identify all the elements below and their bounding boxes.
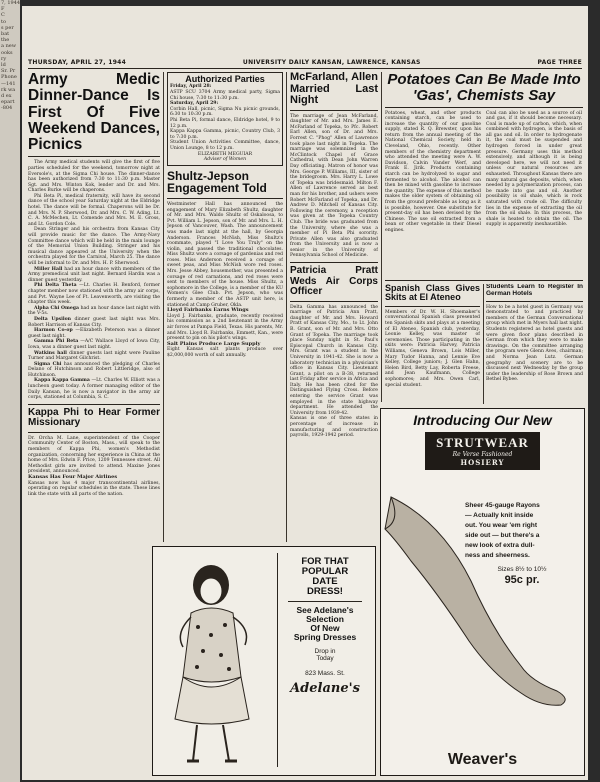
german-story [486, 284, 583, 404]
story6-body2: Coal can also be used as a source of oil and gas, if it should become necessary. Coal is made up of carbon, which, when combined with hydrogen, is the basis of all gas and oil. In order to hydrogenate it, the coal must be suspended and hydrogen forced in under great pressure. Germany uses this method extensively, and although it is being developed here, we will not need it unless our natural resources are exhausted. Throughout Kansas there are many natural gas deposits, which, when needed by a polymerization process, can be made into gas and oil. Another possibility is oil shale, which is rock saturated with crude oil. The difficulty lies in the expense of extracting the oil from the oil shale. In this process, the shale is heated to obtain the oil. The supply is apparently inexhaustible. [486, 110, 582, 228]
story2-body2: Kansas now has 4 major transcontinental airlines, operating on regular schedules in the state. These lines link the state with all parts of the nation. [28, 480, 160, 497]
adjacent-page-line: rk wa [1, 86, 16, 93]
parties-line: Friday, April 28: [170, 84, 212, 90]
adjacent-page-line: to [1, 18, 7, 25]
ad-hose-copy1: Sheer 45-gauge Rayons [465, 502, 540, 509]
society-item-title: Gamma Phi Beta [34, 339, 79, 345]
society-item-title: Kappa Kappa Gamma [34, 378, 90, 384]
ad-hose-price: 95c pr. [504, 574, 540, 586]
parties-line: ASTP SCU 3704 Army medical party, Sigma Chi house, 7:30 to 11:30 p.m. [170, 90, 280, 101]
adelanes-ad [152, 546, 376, 776]
ad-dress-line5: See Adelane's [296, 604, 354, 615]
masthead [28, 56, 582, 69]
story3-body: Westminster Hall has announced the engagement of Mary Elizabeth Shultz, daughter of Mr. and Mrs. Waldo Shultz of Oskaloosa, to Pvt. William L. Jepson, son of Mr. and Mrs. L. H. Jepson of Vancouver, Wash. The announcement was made last night at the hall, by Georgia Anderson. Frances McNish, Miss Shultz's roommate, played "I Love You Truly" on the violin, and passed the traditional chocolates. Miss Shultz wore a corsage of gardenias and red roses. Miss Anderson received a corsage of sweet peas, and Miss McNish wore red roses. Mrs. Jesse Abbey, housemother, was presented a corsage of red carnations, and red roses were sent to members of the house. Miss Shultz, a sophomore in the College, is a member of the KU Women's Glee Club. Pvt. Jepson, who was formerly a member of the ASTP unit here, is stationed at Camp Gruber, Okla. [167, 201, 283, 308]
adjacent-page-line: 7, 1944 [1, 0, 20, 6]
society-item [28, 306, 160, 317]
column-2 [167, 72, 283, 542]
adjacent-page-strip [0, 0, 20, 782]
woman-illustration [153, 547, 273, 775]
society-item-text: has announced the pledging of Charles Delano of Hutchinson and Robert Littleridge, also of Hutchinson. [28, 361, 160, 378]
story7-body: Members of Dr. W. H. Shoemaker's conversational Spanish class presented ten Spanish skits and plays at a meeting of El Ateneo, Spanish club, yesterday. Leonie Kelley, was master of ceremonies. Those participating in the skits were: Patricia Harvey, Patricia Williams, Geneva Brown, Lois Miller, Mary Tudor Hanna, and Lennie Eve Kelley, College juniors; J. Glen Hahn, Helen Bird, Betty Lay, Roberta Freese, and Jean Kaufmann, College sophomores; and Mrs. Owen Carl, special student. [385, 309, 480, 388]
parties-lines [170, 84, 280, 151]
strutwear-ad [380, 408, 585, 776]
adjacent-page-line: F [1, 6, 5, 13]
society-item [28, 283, 160, 305]
headline-mcfarland-allen: McFarland, Allen Married Last Night [290, 72, 378, 107]
ad-dress-address: 823 Mass. St. [305, 669, 345, 677]
society-item [28, 317, 160, 328]
column-3 [290, 72, 378, 542]
ad-dress-line10: Today [316, 654, 334, 662]
society-item-text: had an hour dance with members of the Army premedical unit last night. Bernard Hardin was a dinner guest yesterday. [28, 266, 160, 283]
parties-line: Saturday, April 29: [170, 101, 219, 107]
society-item-text: —A/C Wallace Lloyd of Iowa City, Iowa, was a dinner guest last night. [28, 339, 160, 350]
ad-hose-copy2: — Actually knit inside [465, 512, 534, 519]
ad-hose-tag: Re Verse Fashioned [452, 450, 513, 458]
society-item [28, 339, 160, 350]
ad-hose-store: Weaver's [447, 751, 518, 768]
headline-german: Students Learn to Register In German Hotels [486, 284, 583, 297]
society-item-title: Harmon Co-op [34, 328, 73, 334]
ad-hose-copy6: ness and sheerness. [465, 552, 530, 559]
ad-hose-copy3: out. You wear 'em right [465, 522, 538, 529]
story3-body1: Lloyd J. Fairbanks, graduate, recently received his commission as a 2nd lieutenant in the Army air forces at Pampa Field, Texas. His parents, Mr. and Mrs. Lloyd R. Fairbanks, Emmett, Kan., were present to pin on his pilot's wings. [167, 313, 283, 342]
headline-potatoes: Potatoes Can Be Made Into 'Gas', Chemists Say [387, 72, 581, 104]
ad-dress-line9: Drop in [314, 647, 336, 655]
story2-body: Dr. Orcha M. Lane, superintendent of the Cooper Community Center of Boston, Mass., will speak to the members of Kappa Phi, women's Methodist organization, concerning her experience in China at the home of Mrs. Edwin F. Price, 1209 Tennessee street. All Methodist girls are invited to attend. Maxine Jones president, announced. [28, 435, 160, 475]
ad-dress-line6: Selection [306, 613, 344, 624]
ad-dress-brand: Adelane's [290, 680, 360, 696]
adjacent-page-line: a new [1, 43, 17, 50]
story3-sub2: Salt Plains Produce Large Supply [167, 340, 261, 347]
adjacent-page-line: ld [1, 62, 6, 69]
adjacent-page-line: the [1, 37, 10, 44]
issue-date: THURSDAY, APRIL 27, 1944 [28, 58, 127, 66]
society-item [28, 351, 160, 362]
story4-body: The marriage of Jean McFarland, daughter of Mr. and Mrs. James E. McFarland of Topeka, to Pfc. Robert Earl Allen, son of Dr. and Mrs. Forrest C. "Phog" Allen of Lawrence took place last night in Topeka. The marriage was solemnized in the McClintock Chapel of Grace Cathedral, with Dean John Warren Day officiating. Matron of honor was Mrs. George P. Williams, III, sister of the bridegroom. Mrs. Harry L. Lowe of Topeka was bridesmaid. Milton F. Allen of Lawrence served as best man for his brother, and ushers were Robert McFarland of Topeka, and Dr. Andrew D. Mitchell of Kansas City. Following the ceremony, a reception was given at the Topeka Country Club. The bride was graduated from the University, where she was a member of Pi Beta Phi sorority. Private Allen was also graduated from the University and is now a senior in the University of Pennsylvania School of Medicine. [290, 113, 378, 259]
page-number: PAGE THREE [537, 58, 582, 66]
story1-paragraph: Dean Stringer and his orchestra from Kansas City will provide music for the dance. The Army-Navy Committee dance which will be held in the main lounge of the Memorial Union Building. Stringer and his musical dance appeared at the University when the orchestra played for the Carnival, March 25. The dance will be informal to Dr. and Mrs. H. P. Sherwood. [28, 227, 160, 267]
society-item-title: Sigma Chi [34, 361, 62, 367]
society-item [28, 328, 160, 339]
headline-patricia-pratt: Patricia Pratt Weds Air Corps Officer [290, 265, 378, 298]
adjacent-page-line: bat [1, 31, 10, 38]
story3-sub1: Lloyd Fairbanks Earns Wings [167, 307, 249, 314]
ad-hose-copy4: side out — but there's a [465, 532, 540, 539]
authorized-parties-box [167, 72, 283, 166]
paper-name: UNIVERSITY DAILY KANSAN, LAWRENCE, KANSAS [242, 58, 421, 66]
headline-authorized-parties: Authorized Parties [185, 74, 265, 84]
story6-body: Potatoes, wheat, and other products containing starch, can be used to increase the quantity of our gasoline supply, stated R. Q. Brewster, upon his return from the annual meeting of the National Chemical Society, held in Cleveland, Ohio, recently. Other members of the chemistry department who attended the meeting were A. W. Davidson, Calvin Vander Werf, and Frank E. Jirik. Products containing starch can be hydrolyzed to sugar and fermented to alcohol. The alcohol can then be mixed with gasoline to increase the quantity. The expense of this method makes the older system of obtaining oil from the ground preferable as long as it is possible, however. One substitute for present-day oil has been devised by the Chinese. The use oil extracted from a bean or other vegetable in their Diesel engines. [385, 110, 481, 233]
parties-signer: ELIZABETH MEGUIAR [197, 151, 253, 157]
headline-spanish: Spanish Class Gives Skits at El Ateneo [385, 284, 480, 303]
newspaper-page [22, 6, 588, 780]
story1-paragraph: Phi Beta Pi, medical fraternity, will have its second dance of the school year Saturday night at the Eldridge hotel. The dance will be formal. Chaperons will be Dr. and Mrs. N. P. Sherwood, Dr. and Mrs. C. W. Ading, Lt. C. A. McMechen, Lt. Comende and Mrs. M. E. Gross, and Lt. Gordon Cole. [28, 193, 160, 227]
adjacent-page-line: —141 [1, 80, 16, 87]
ad-hose-copy5: new look of extra dull- [465, 542, 535, 549]
story3-body2: Eight Kansas salt plants produce over $2,000,000 worth of salt annually. [167, 347, 283, 358]
adjacent-page-line: s per [1, 24, 14, 31]
headline-kappa-phi: Kappa Phi to Hear Former Missionary [28, 406, 160, 429]
ad-hose-intro: Introducing Our New [413, 412, 552, 428]
story5-tail: Kansas is one of three states in percentage of increase in manufacturing and construction payrolls, 1929-1942 period. [290, 416, 378, 439]
ad-dress-line2: POPULAR [301, 565, 349, 577]
headline-shultz-jepson: Shultz-Jepson Engagement Told [167, 168, 267, 196]
society-item-text: had an hour dance last night with the V-5s. [28, 305, 160, 317]
parties-line: Kappa Kappa Gamma, picnic, Country Club, 3 to 7:30 p.m. [170, 129, 280, 140]
parties-line: Student Union Activities Committee, dance, Union Lounge, 8 to 12 p.m. [170, 140, 280, 151]
society-item-title: Alpha Chi Omega [34, 305, 79, 311]
society-item [28, 378, 160, 400]
parties-line: Corbin Hall, picnic, Sigma Nu picnic grounds, 6:30 to 10:30 p.m. [170, 106, 280, 118]
ad-hose-sizes: Sizes 8½ to 10½ [497, 566, 547, 573]
story1-body [28, 160, 160, 266]
ad-dress-line1: FOR THAT [301, 556, 349, 567]
ad-hose-brand: STRUTWEAR [436, 434, 529, 450]
society-item [28, 362, 160, 379]
parties-line: Phi Beta Pi, formal dance, Eldridge hotel, 9 to 12 p.m. [170, 118, 280, 129]
story5-body: Delta Gamma has announced the marriage of Patricia Ann Pratt, daughter of Mr. and Mrs. Howard Pratt of Kansas City, Mo., to Lt. John B. Grant, son of Mr. and Mrs. Otto Grant of Topeka. The marriage took place Sunday night in St. Paul's Episcopal Church in Kansas City. Mrs. Grant was a student in the University in 1941-42. She is now a laboratory technician in a physician's office in Kansas City. Lieutenant Grant, a pilot on a B-38, returned last Friday after service in Africa and Italy. He has been cited for the Distinguished Flying Cross. Before entering the service Grant was employed in the state highway department. He attended the University from 1939-42. [290, 304, 378, 416]
adjacent-page-line: -804 [1, 105, 13, 112]
column-1 [28, 72, 160, 774]
ad-dress-line8: Spring Dresses [293, 631, 357, 642]
adjacent-page-line: ry [1, 55, 7, 62]
headline-army-medic: Army Medic Dinner-Dance Is First Of Five Weekend Dances, Picnics [28, 72, 160, 154]
society-item-title: Miller Hall [34, 266, 63, 272]
society-item-text: —Elizabeth Peterson was a dinner guest last night. [28, 328, 160, 339]
ad-dress-line7: Of New [310, 622, 340, 633]
society-item-text: —Lt. Charles W. Elliott was a luncheon guest today. A former managing editor of the Daily Kansan, he is now a navigator in the army air corps, stationed at Columbia, S. C. [28, 378, 160, 401]
story8-body: How to be a hotel guest in Germany was demonstrated to and practiced by members of the German Conversational group which met in Myers hall last night. Students registered as hotel guests and were given floor plans described in German from which they were to make drawings. On the committee arranging the program were Glenn Aves, chairman; and Norma Jean Lutz. German geography and scenery are to be discussed next Wednesday by the group under the leadership of Rose Brown and Bethel Bybee. [486, 304, 583, 383]
potatoes-story [385, 72, 583, 277]
adjacent-page-line: Phone [1, 74, 17, 81]
story2-subhead: Kansas Has Four Major Airlines [28, 474, 118, 481]
society-item-text: dinner guests last night were Pauline Turner and Margaret Gilchrist. [28, 350, 160, 362]
ad-dress-line3: DATE [312, 575, 338, 587]
society-item-title: Delta Upsilon [34, 316, 72, 322]
parties-signer-title: Adviser of Women [203, 157, 247, 163]
adjacent-page-line: d ex [1, 93, 12, 100]
spanish-story [385, 284, 480, 404]
adjacent-page-line: C [1, 12, 5, 19]
society-item [28, 267, 160, 284]
adjacent-page-line: epart [1, 99, 15, 106]
society-item-text: dinner guest last night was Mrs. Robert Harrison of Kansas City. [28, 316, 160, 328]
story1-items [28, 267, 160, 401]
ad-dress-line4: DRESS! [307, 585, 343, 597]
society-item-text: —Lt. Charles H. Benford, former chapter member now stationed with the army air corps, and Pvt. Wayne Lee of Ft. Leavenworth, are visiting the chapter this week. [28, 283, 160, 306]
story1-paragraph: The Army medical students will give the first of five parties scheduled for the weekend, tomorrow night at Eversole's, at the Sigma Chi house. The dinner-dance has been authorized from 7:30 to 11:30 p.m. Master Sgt. and Mrs. Winton Kok, lender and Dr. and Mrs. Charles Burke will be chaperons. [28, 160, 160, 194]
society-item-title: Phi Delta Theta [34, 283, 77, 289]
society-item-title: Watkins hall [34, 350, 67, 356]
adjacent-page-line: Sr. Pr [1, 68, 16, 75]
ad-hose-type: HOSIERY [460, 457, 505, 467]
adjacent-page-line: ooks [1, 49, 13, 56]
